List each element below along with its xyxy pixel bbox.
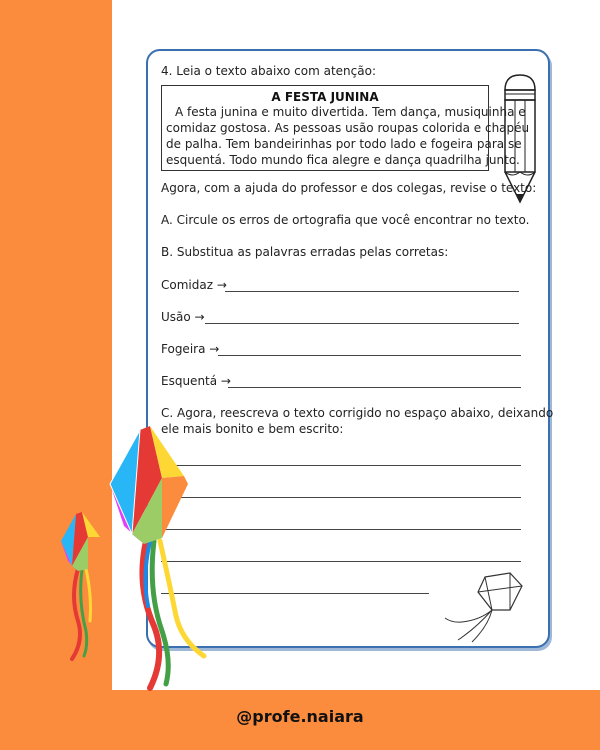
large-kite-icon xyxy=(104,426,214,696)
item-a-circle-errors: A. Circule os erros de ortografia que você encontrar no texto. xyxy=(161,213,530,227)
story-line: de palha. Tem bandeirinhas por todo lado e fogeira para se xyxy=(166,137,522,151)
rewrite-line[interactable] xyxy=(161,465,521,466)
item-b-substitute: B. Substitua as palavras erradas pelas corretas: xyxy=(161,245,449,259)
word-label-esquenta: Esquentá → xyxy=(161,374,231,388)
story-title: A FESTA JUNINA xyxy=(271,90,379,104)
item-c-line: C. Agora, reescreva o texto corrigido no espaço abaixo, deixando xyxy=(161,406,554,420)
story-line: comidaz gostosa. As pessoas usão roupas colorida e chapéu xyxy=(166,121,530,135)
rewrite-line[interactable] xyxy=(161,497,521,498)
small-kite-icon xyxy=(58,511,110,661)
kite-outline-icon xyxy=(440,570,530,645)
footer-handle: @profe.naiara xyxy=(236,707,364,726)
answer-line-esquenta[interactable] xyxy=(228,387,521,388)
revise-instruction: Agora, com a ajuda do professor e dos colegas, revise o texto: xyxy=(161,181,537,195)
rewrite-line[interactable] xyxy=(161,529,521,530)
answer-line-comidaz[interactable] xyxy=(225,291,519,292)
question-header: 4. Leia o texto abaixo com atenção: xyxy=(161,64,376,78)
word-label-fogeira: Fogeira → xyxy=(161,342,220,356)
answer-line-fogeira[interactable] xyxy=(218,355,521,356)
story-line: esquentá. Todo mundo fica alegre e dança quadrilha junto. xyxy=(166,153,520,167)
item-c-line: ele mais bonito e bem escrito: xyxy=(161,422,344,436)
word-label-usao: Usão → xyxy=(161,310,205,324)
story-line: A festa junina e muito divertida. Tem dança, musiquinha e xyxy=(175,105,526,119)
rewrite-line[interactable] xyxy=(161,561,521,562)
answer-line-usao[interactable] xyxy=(205,323,519,324)
word-label-comidaz: Comidaz → xyxy=(161,278,227,292)
